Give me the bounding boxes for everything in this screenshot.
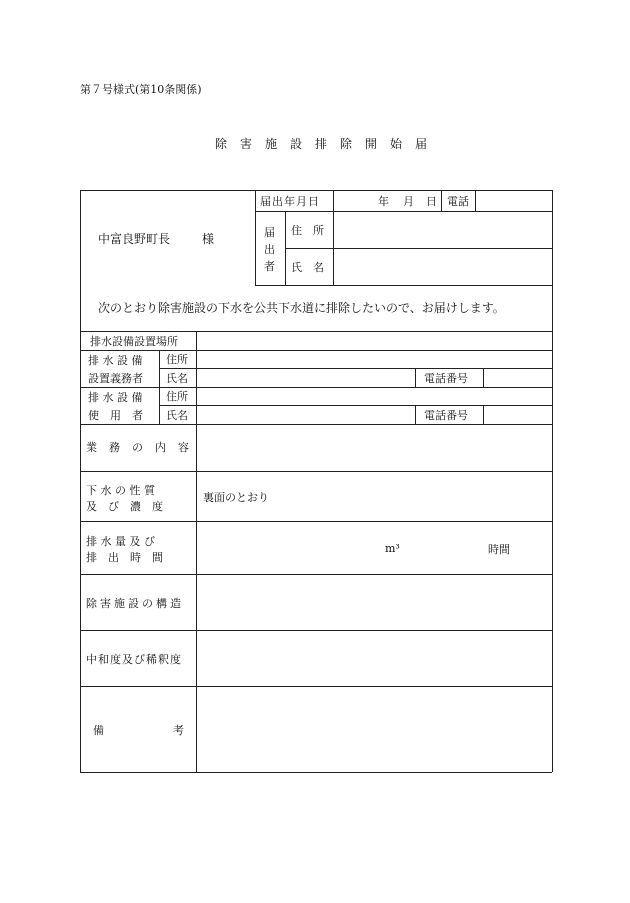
business-label: 業務の内容 bbox=[86, 441, 201, 454]
notifier-char-3: 者 bbox=[264, 260, 275, 273]
month-label: 月 bbox=[403, 195, 414, 208]
day-label: 日 bbox=[426, 195, 437, 208]
name-label: 氏 名 bbox=[291, 261, 324, 274]
user-name-label: 氏名 bbox=[166, 409, 188, 422]
unit-hours: 時間 bbox=[488, 543, 510, 556]
form-title: 除害施設排除開始届 bbox=[215, 137, 441, 151]
remarks-label-b: 考 bbox=[173, 724, 184, 737]
notifier-char-1: 届 bbox=[264, 226, 275, 239]
obligor-name-label: 氏名 bbox=[166, 372, 188, 385]
user-address-label: 住所 bbox=[166, 390, 188, 403]
obligor-label-1: 排 水 設 備 bbox=[88, 354, 143, 367]
recipient: 中富良野町長 bbox=[98, 232, 171, 246]
neutralize-label: 中和度及び稀釈度 bbox=[86, 653, 182, 666]
user-label-1: 排 水 設 備 bbox=[88, 391, 143, 404]
remarks-label-a: 備 bbox=[93, 724, 104, 737]
structure-label: 除害施設の構造 bbox=[86, 597, 184, 610]
statement: 次のとおり除害施設の下水を公共下水道に排除したいので、お届けします。 bbox=[98, 301, 505, 315]
phone-label: 電話 bbox=[447, 195, 469, 208]
obligor-tel-label: 電話番号 bbox=[424, 372, 468, 385]
user-label-2: 使 用 者 bbox=[88, 409, 143, 422]
honorific: 様 bbox=[202, 232, 215, 246]
volume-label-2: 排 出 時 間 bbox=[86, 551, 163, 564]
quality-label-2: 及 び 濃 度 bbox=[86, 500, 163, 513]
notifier-char-2: 出 bbox=[264, 243, 275, 256]
location-label: 排水設備設置場所 bbox=[90, 335, 178, 348]
date-label: 届出年月日 bbox=[260, 195, 320, 208]
form-number: 第７号様式(第10条関係) bbox=[80, 83, 202, 96]
quality-value: 裏面のとおり bbox=[203, 491, 269, 504]
address-label: 住 所 bbox=[291, 224, 324, 237]
user-tel-label: 電話番号 bbox=[424, 409, 468, 422]
quality-label-1: 下 水 の 性 質 bbox=[86, 484, 155, 497]
unit-m3: m³ bbox=[385, 542, 400, 555]
year-label: 年 bbox=[378, 195, 389, 208]
obligor-label-2: 設置義務者 bbox=[88, 372, 143, 385]
obligor-address-label: 住所 bbox=[166, 353, 188, 366]
volume-label-1: 排 水 量 及 び bbox=[86, 535, 155, 548]
